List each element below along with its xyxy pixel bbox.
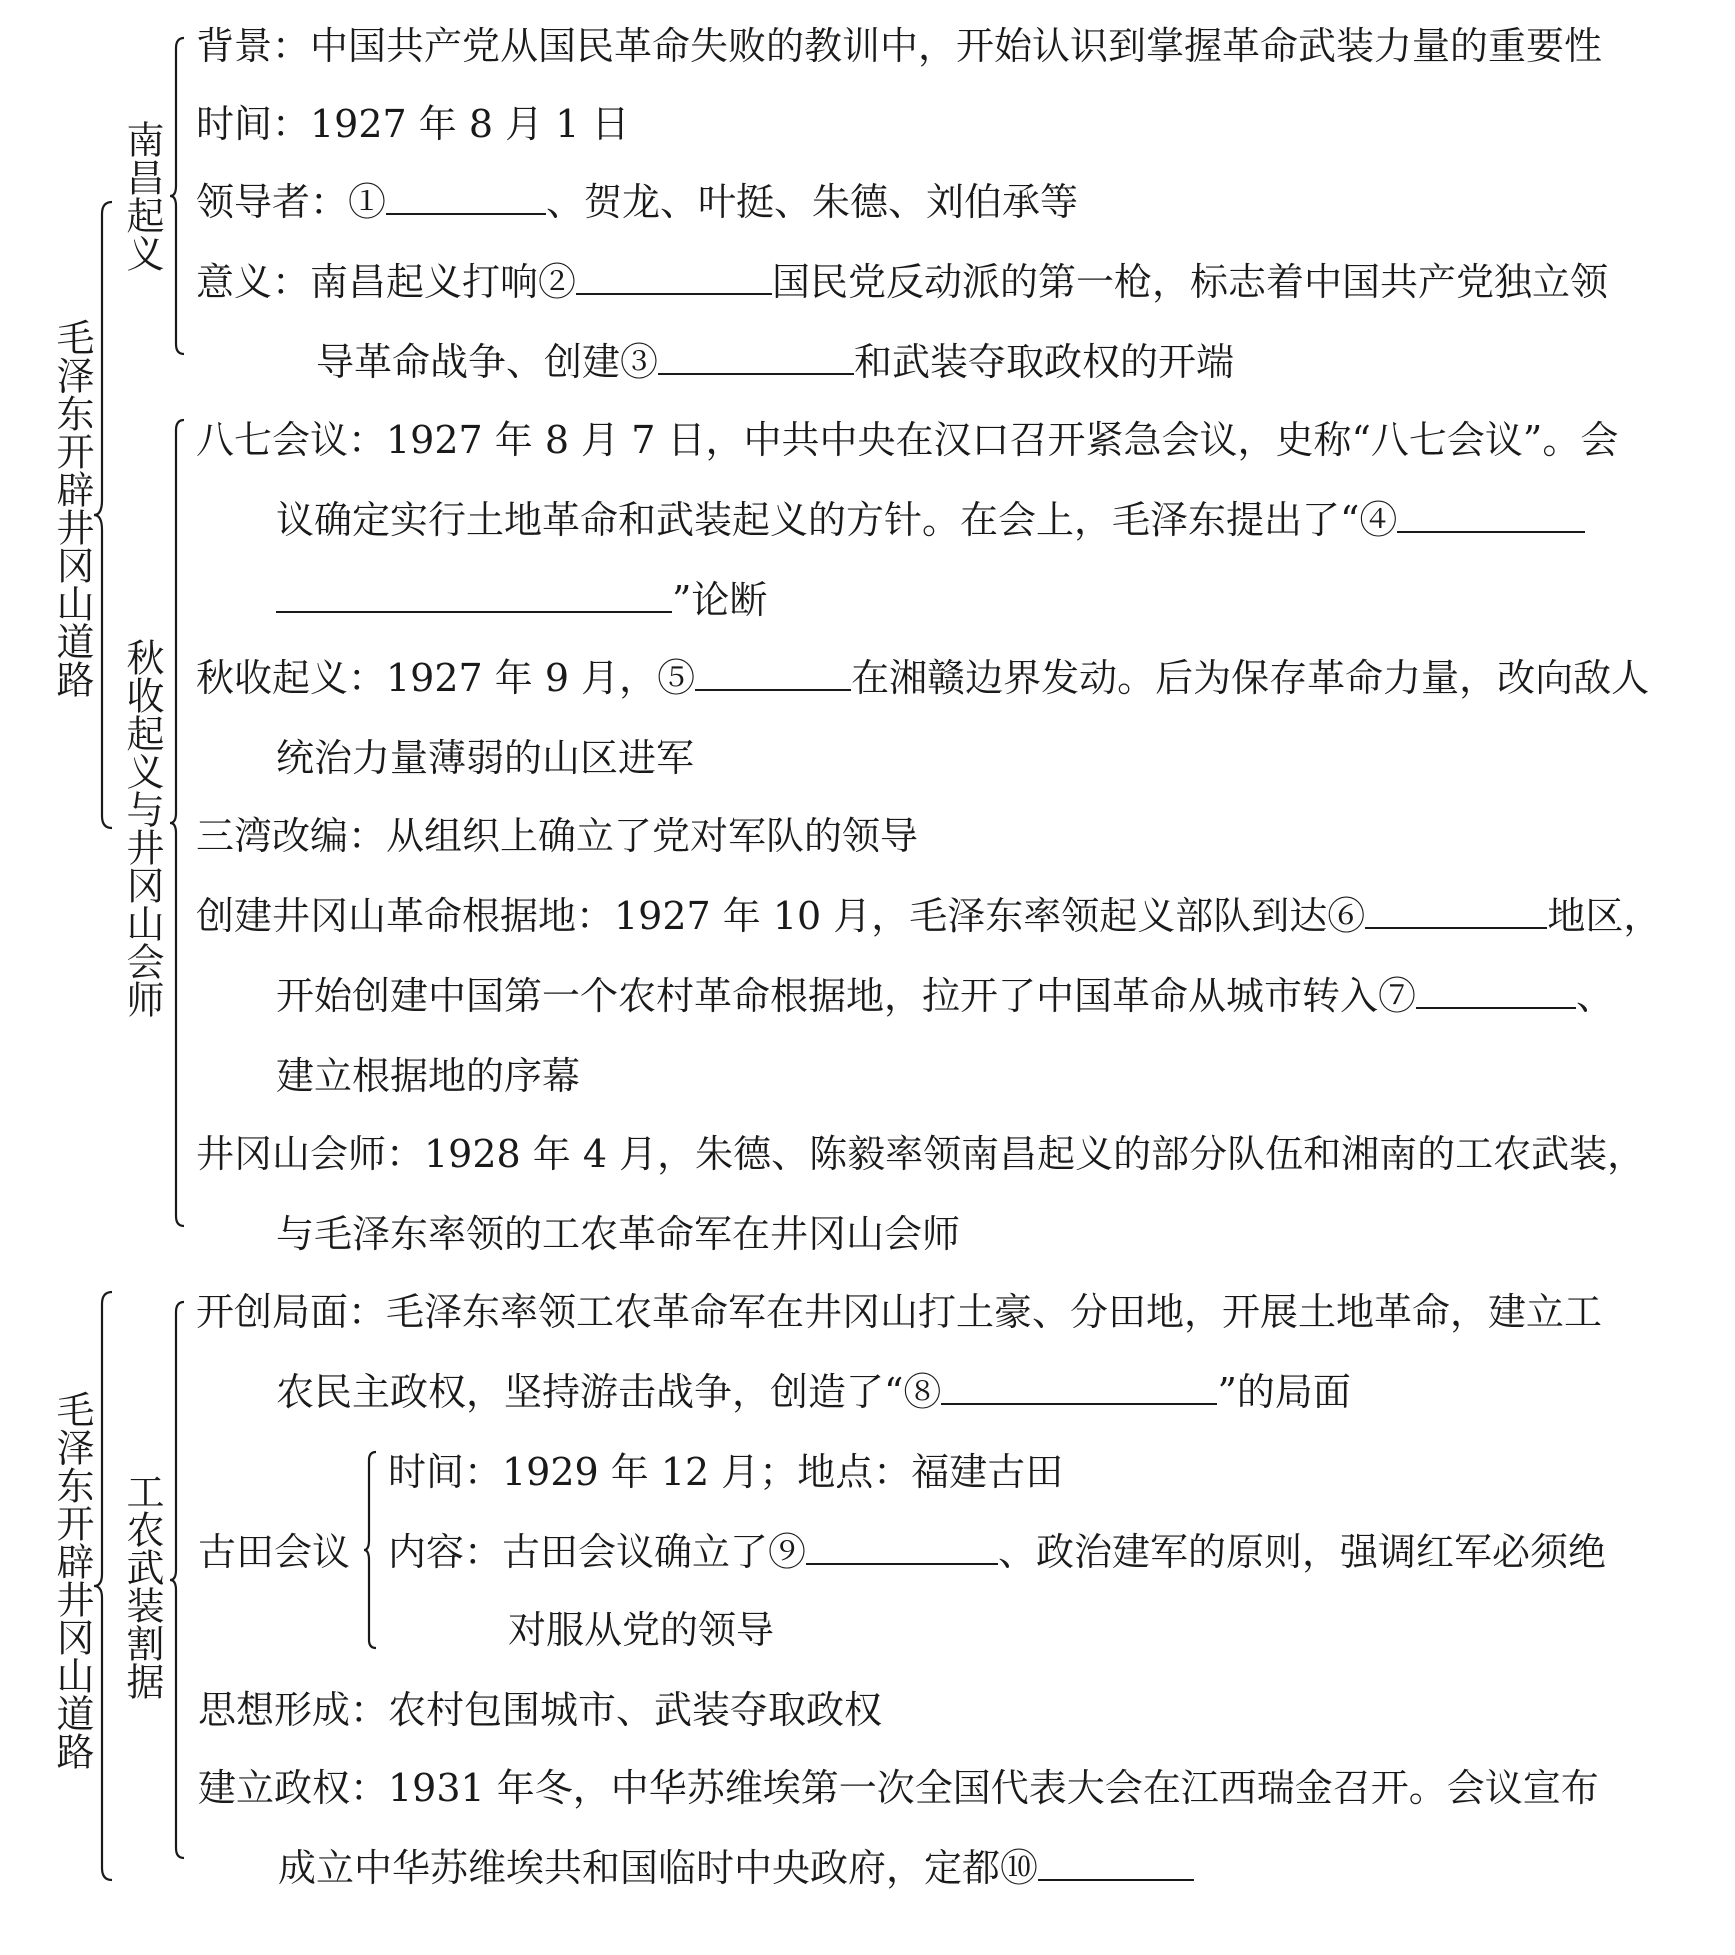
blank-4b[interactable] (276, 577, 672, 613)
baqi-meeting: 八七会议：1927 年 8 月 7 日，中共中央在汉口召开紧急会议，史称“八七会议”。会 (196, 418, 1619, 462)
nanchang-brace (168, 36, 186, 356)
zhengquan-text-pre: 成立中华苏维埃共和国临时中央政府，定都⑩ (278, 1846, 1039, 1890)
gutian-content (388, 1526, 1606, 1578)
qiushou-uprising-cont: 统治力量薄弱的山区进军 (276, 736, 695, 780)
nanchang-time: 时间：1927 年 8 月 1 日 (196, 102, 630, 146)
jinggangshan-huishi-cont: 与毛泽东率领的工农革命军在井冈山会师 (276, 1212, 961, 1256)
baqi-meeting-cont (276, 494, 1585, 546)
gutian-content-cont: 对服从党的领导 (508, 1608, 775, 1652)
sig2-text-pre: 导革命战争、创建③ (316, 340, 659, 384)
zhengquan-establishment-cont (278, 1842, 1194, 1894)
gutian-time: 时间：1929 年 12 月；地点：福建古田 (388, 1450, 1064, 1494)
baqi2-text: 议确定实行土地革命和武装起义的方针。在会上，毛泽东提出了“④ (276, 498, 1398, 542)
gongnong-brace (168, 1300, 186, 1860)
sanwan-reorganization: 三湾改编：从组织上确立了党对军队的领导 (196, 814, 919, 858)
nanchang-title: 南昌起义 (120, 120, 164, 272)
gutian-text-pre: 内容：古田会议确立了⑨ (388, 1530, 807, 1574)
section2-brace (92, 1290, 114, 1882)
blank-6[interactable] (1365, 893, 1547, 929)
base2-text-pre: 开始创建中国第一个农村革命根据地，拉开了中国革命从城市转入⑦ (276, 974, 1417, 1018)
autumn-brace (168, 418, 186, 1228)
blank-2[interactable] (576, 259, 772, 295)
blank-1[interactable] (386, 179, 546, 215)
base-text-pre: 创建井冈山革命根据地：1927 年 10 月，毛泽东率领起义部队到达⑥ (196, 894, 1366, 938)
base2-text-post: 、 (1576, 974, 1615, 1018)
blank-3[interactable] (658, 339, 854, 375)
jinggangshan-base (196, 890, 1661, 942)
jinggangshan-base-cont (276, 970, 1614, 1022)
gutian-brace (362, 1450, 378, 1650)
zhengquan-establishment: 建立政权：1931 年冬，中华苏维埃第一次全国代表大会在江西瑞金召开。会议宣布 (198, 1766, 1599, 1810)
qiushou-uprising (196, 652, 1649, 704)
blank-10[interactable] (1038, 1845, 1194, 1881)
kaichuang-situation-cont (276, 1366, 1351, 1418)
base-text-post: 地区， (1547, 894, 1662, 938)
gutian-text-post: 、政治建军的原则，强调红军必须绝 (998, 1530, 1607, 1574)
blank-5[interactable] (695, 655, 851, 691)
sig2-text-post: 和武装夺取政权的开端 (854, 340, 1235, 384)
qiushou-text-post: 在湘赣边界发动。后为保存革命力量，改向敌人 (851, 656, 1650, 700)
blank-9[interactable] (806, 1529, 998, 1565)
nanchang-significance-cont (316, 336, 1234, 388)
jinggangshan-huishi: 井冈山会师：1928 年 4 月，朱德、陈毅率领南昌起义的部分队伍和湘南的工农武装， (196, 1132, 1646, 1176)
jinggangshan-base-cont2: 建立根据地的序幕 (276, 1054, 581, 1098)
blank-7[interactable] (1416, 973, 1576, 1009)
blank-4a[interactable] (1397, 497, 1585, 533)
section1-title: 毛泽东开辟井冈山道路 (50, 318, 94, 698)
baqi-meeting-cont2 (276, 574, 767, 626)
nanchang-significance (196, 256, 1608, 308)
section1-brace (92, 200, 114, 830)
kaichuang-situation: 开创局面：毛泽东率领工农革命军在井冈山打土豪、分田地，开展土地革命，建立工 (196, 1290, 1603, 1334)
sixiang-formation: 思想形成：农村包围城市、武装夺取政权 (198, 1688, 883, 1732)
sig-text-pre: 意义：南昌起义打响② (196, 260, 577, 304)
nanchang-background: 背景：中国共产党从国民革命失败的教训中，开始认识到掌握革命武装力量的重要性 (196, 24, 1603, 68)
nanchang-leader (196, 176, 1078, 228)
gutian-label: 古田会议 (198, 1530, 351, 1574)
kaichuang-text-pre: 农民主政权，坚持游击战争，创造了“⑧ (276, 1370, 942, 1414)
leader-text-pre: 领导者：① (196, 180, 387, 224)
leader-text-post: 、贺龙、叶挺、朱德、刘伯承等 (546, 180, 1079, 224)
sig-text-post: 国民党反动派的第一枪，标志着中国共产党独立领 (772, 260, 1609, 304)
baqi3-text: ”论断 (672, 578, 768, 622)
gongnong-title: 工农武装割据 (120, 1472, 164, 1700)
blank-8[interactable] (941, 1369, 1217, 1405)
qiushou-text-pre: 秋收起义：1927 年 9 月，⑤ (196, 656, 696, 700)
kaichuang-text-post: ”的局面 (1217, 1370, 1351, 1414)
section2-title: 毛泽东开辟井冈山道路 (50, 1390, 94, 1770)
autumn-title: 秋收起义与井冈山会师 (120, 638, 164, 1018)
